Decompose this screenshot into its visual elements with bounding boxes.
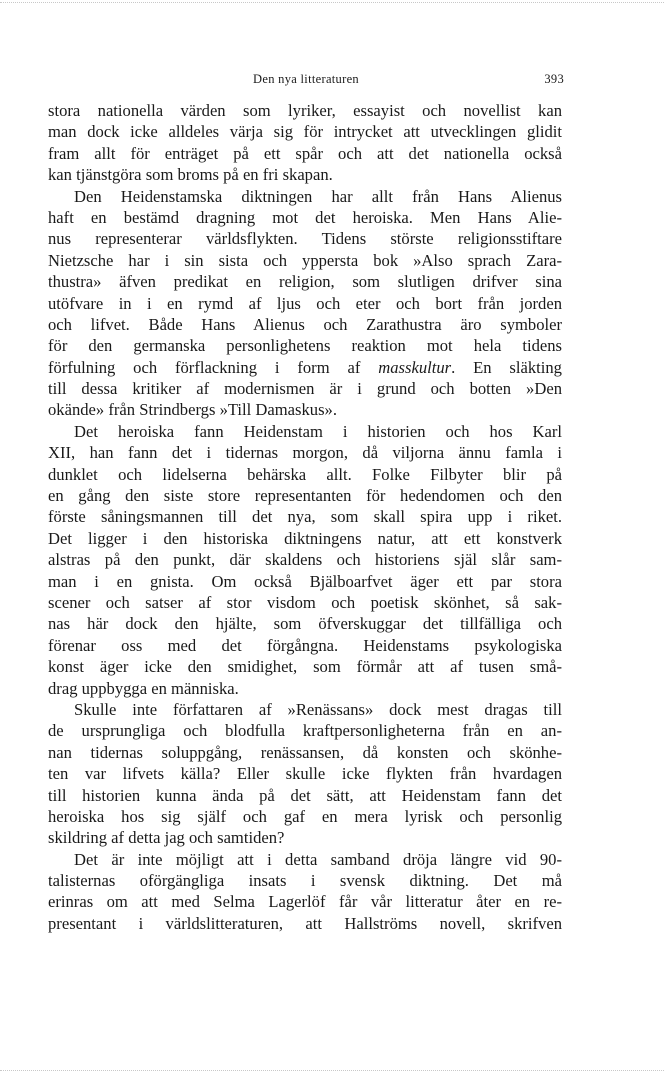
text-line: förste såningsmannen till det nya, som skall spira upp i riket. <box>48 507 562 527</box>
text-line: presentant i världslitteraturen, att Hallströms novell, skrifven <box>48 913 562 933</box>
text-line: kan tjänstgöra som broms på en fri skapan. <box>48 165 333 185</box>
text-line: Det ligger i den historiska diktningens natur, att ett konstverk <box>48 528 562 548</box>
text-line: scener och satser af stor visdom och poetisk skönhet, så sak- <box>48 592 562 612</box>
italic-term: masskultur <box>378 357 452 377</box>
paragraph-start-line: Det heroiska fann Heidenstam i historien och hos Karl <box>74 421 562 441</box>
text-line: nas här dock den hjälte, som öfverskuggar det tillfälliga och <box>48 614 562 634</box>
text-line: okände» från Strindbergs »Till Damaskus». <box>48 400 337 420</box>
text-line: utöfvare in i en rymd af ljus och eter och bort från jorden <box>48 293 562 313</box>
text-line: dunklet och lidelserna behärska allt. Folke Filbyter blir på <box>48 464 562 484</box>
text-line: stora nationella värden som lyriker, essayist och novellist kan <box>48 101 562 120</box>
running-title: Den nya litteraturen <box>253 72 359 86</box>
text-line: en gång den siste store representanten för hedendomen och den <box>48 486 562 506</box>
text-line: man dock icke alldeles värja sig för intrycket att utvecklingen glidit <box>48 122 562 142</box>
paragraph-start-line: Skulle inte författaren af »Renässans» dock mest dragas till <box>74 699 562 719</box>
text-line: förenar oss med det förgångna. Heidenstams psykologiska <box>48 635 562 655</box>
text-line: erinras om att med Selma Lagerlöf får vår litteratur åter en re- <box>48 892 562 912</box>
text-line: konst äger icke den smidighet, som förmår att af tusen små- <box>48 657 562 677</box>
text-line: XII, han fann det i tidernas morgon, då viljorna ännu famla i <box>48 443 562 463</box>
body-text <box>48 100 562 934</box>
text-line-with-italic <box>48 357 562 378</box>
text-line: till dessa kritiker af modernismen är i grund och botten »Den <box>48 379 562 399</box>
page-number: 393 <box>544 72 564 86</box>
text-line: för den germanska personlighetens reaktion mot hela tidens <box>48 336 562 356</box>
text-line: talisternas oförgängliga insats i svensk diktning. Det må <box>48 871 562 891</box>
text-line: haft en bestämd dragning mot det heroiska. Men Hans Alie- <box>48 207 562 227</box>
text-line: heroiska hos sig själf och gaf en mera lyrisk och personlig <box>48 806 562 826</box>
text-line: thustra» äfven predikat en religion, som slutligen drifver sina <box>48 272 562 292</box>
text-line: skildring af detta jag och samtiden? <box>48 828 285 848</box>
text-line: nan tidernas soluppgång, renässansen, då konsten och skönhe- <box>48 742 562 762</box>
bottom-edge-rule <box>0 1070 664 1071</box>
paragraph-start-line: Det är inte möjligt att i detta samband dröja längre vid 90- <box>74 849 562 869</box>
text-line: till historien kunna ända på det sätt, att Heidenstam fann det <box>48 785 562 805</box>
text-line: ten var lifvets källa? Eller skulle icke flykten från hvardagen <box>48 764 562 784</box>
text-line: nus representerar världsflykten. Tidens störste religionsstiftare <box>48 229 562 249</box>
text-line: och lifvet. Både Hans Alienus och Zarathustra äro symboler <box>48 314 562 334</box>
page-header <box>48 72 564 90</box>
text-segment: . En släkting <box>451 357 562 377</box>
text-line: de ursprungliga och blodfulla kraftpersonligheterna från en an- <box>48 721 562 741</box>
text-line: Nietzsche har i sin sista och yppersta bok »Also sprach Zara- <box>48 250 562 270</box>
text-segment: förfulning och förflackning i form af <box>48 357 361 377</box>
text-line: drag uppbygga en människa. <box>48 678 239 698</box>
text-line: alstras på den punkt, där skaldens och historiens själ slår sam- <box>48 550 562 570</box>
paragraph-start-line: Den Heidenstamska diktningen har allt från Hans Alienus <box>74 186 562 206</box>
text-line: fram allt för enträget på ett spår och att det nationella också <box>48 143 562 163</box>
top-edge-rule <box>0 2 664 3</box>
text-line: man i en gnista. Om också Bjälboarfvet äger ett par stora <box>48 571 562 591</box>
